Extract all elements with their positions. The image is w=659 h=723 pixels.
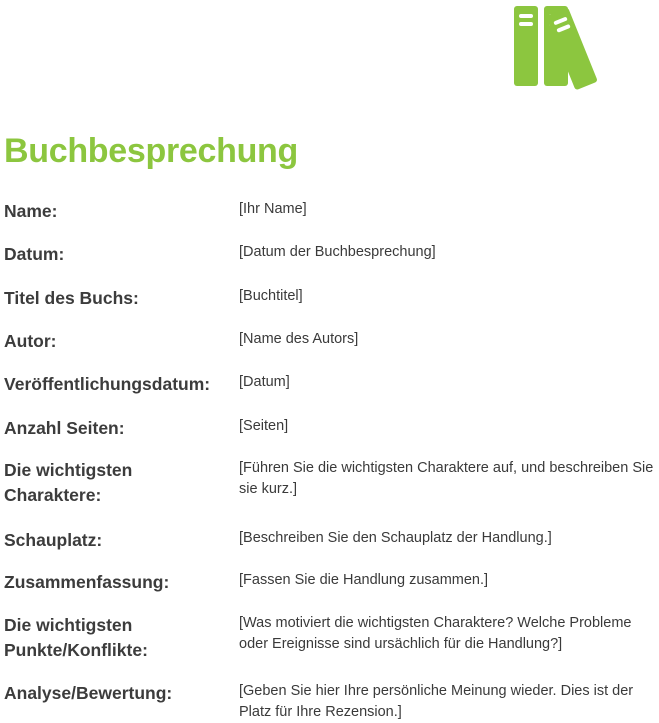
field-value[interactable]: [Name des Autors] <box>239 331 359 347</box>
field-label: Die wichtigsten Charaktere: <box>4 460 133 505</box>
field-value[interactable]: [Führen Sie die wichtigsten Charaktere auf, und beschreiben Sie sie kurz.] <box>239 460 654 497</box>
field-value[interactable]: [Beschreiben Sie den Schauplatz der Handlung.] <box>239 530 552 546</box>
field-value[interactable]: [Datum] <box>239 374 290 390</box>
field-label: Titel des Buchs: <box>4 288 139 308</box>
field-label: Schauplatz: <box>4 530 103 550</box>
page-title: Buchbesprechung <box>4 132 298 170</box>
field-label: Die wichtigsten Punkte/Konflikte: <box>4 615 148 660</box>
field-label: Autor: <box>4 331 57 351</box>
field-value[interactable]: [Geben Sie hier Ihre persönliche Meinung wieder. Dies ist der Platz für Ihre Rezension.] <box>239 683 634 720</box>
field-label: Analyse/Bewertung: <box>4 683 173 703</box>
field-value[interactable]: [Ihr Name] <box>239 201 307 217</box>
field-value[interactable]: [Datum der Buchbesprechung] <box>239 244 436 260</box>
field-label: Name: <box>4 201 58 221</box>
field-value[interactable]: [Fassen Sie die Handlung zusammen.] <box>239 572 489 588</box>
field-label: Datum: <box>4 244 65 264</box>
field-label: Veröffentlichungsdatum: <box>4 374 211 394</box>
book-spine-1 <box>514 6 538 86</box>
books-icon <box>512 2 632 92</box>
field-label: Anzahl Seiten: <box>4 418 125 438</box>
field-label: Zusammenfassung: <box>4 572 170 592</box>
field-value[interactable]: [Was motiviert die wichtigsten Charaktere? Welche Probleme oder Ereignisse sind ursächlich für die Handlung?] <box>239 615 632 652</box>
field-value[interactable]: [Buchtitel] <box>239 288 303 304</box>
field-value[interactable]: [Seiten] <box>239 418 289 434</box>
